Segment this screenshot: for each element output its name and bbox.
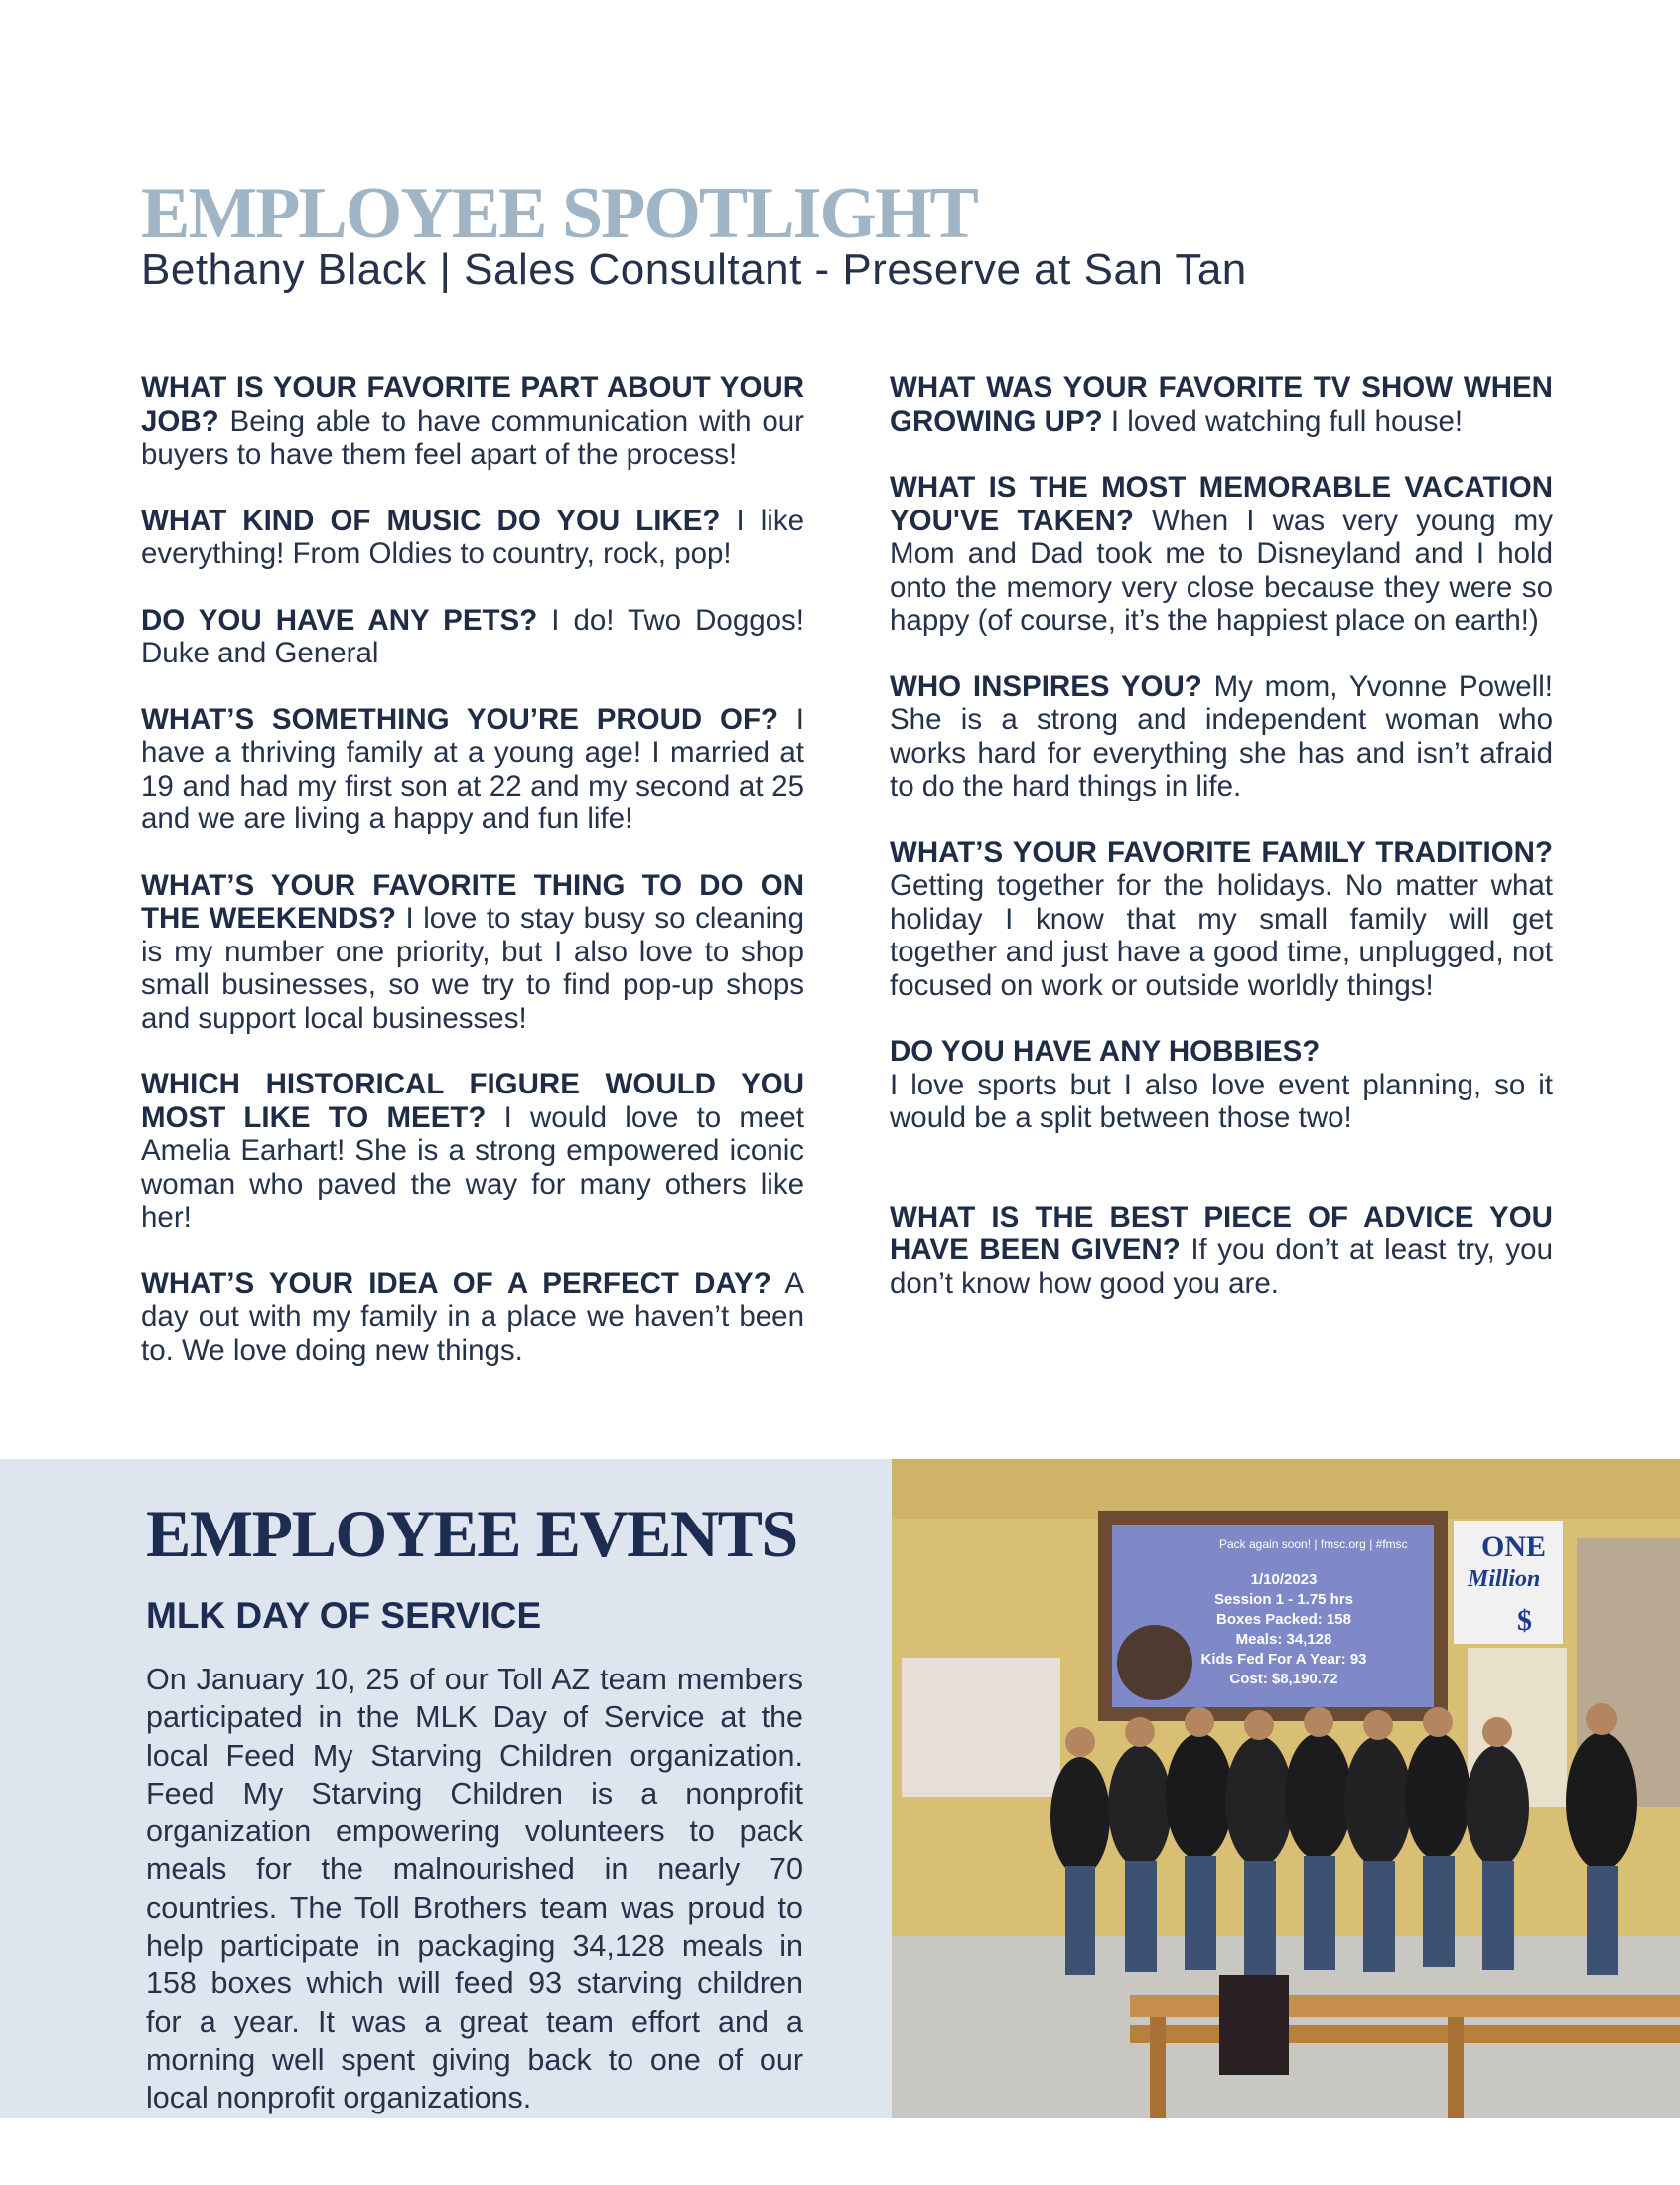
qa-question: WHAT KIND OF MUSIC DO YOU LIKE?: [141, 504, 721, 537]
sign-dollar: $: [1517, 1604, 1532, 1637]
qa-question: WHAT WAS YOUR FAVORITE TV SHOW WHEN GROWING UP?: [890, 371, 1553, 438]
events-title: EMPLOYEE EVENTS: [146, 1496, 797, 1571]
qa-item: [141, 703, 804, 836]
qa-question: DO YOU HAVE ANY PETS?: [141, 603, 538, 637]
team-photo: [892, 1459, 1680, 2118]
qa-answer: A day out with my family in a place we haven’t been to. We love doing new things.: [141, 1266, 805, 1367]
qa-question: WHAT IS YOUR FAVORITE PART ABOUT YOUR JOB?: [141, 371, 804, 438]
qa-item: [141, 869, 804, 1036]
qa-answer: If you don’t at least try, you don’t know how good you are.: [890, 1234, 1553, 1300]
qa-answer: I do! Two Doggos! Duke and General: [141, 603, 804, 669]
qa-answer: I would love to meet Amelia Earhart! She is a strong empowered iconic woman who paved the way for many others like her!: [141, 1100, 804, 1234]
qa-question: WHAT’S YOUR FAVORITE FAMILY TRADITION?: [890, 835, 1553, 869]
events-subtitle: MLK DAY OF SERVICE: [146, 1595, 542, 1636]
qa-item: [141, 604, 804, 670]
qa-item: [141, 1267, 804, 1368]
screen-line: 1/10/2023: [1250, 1571, 1318, 1588]
qa-question: WHAT’S YOUR IDEA OF A PERFECT DAY?: [141, 1266, 771, 1300]
qa-question: WHO INSPIRES YOU?: [890, 669, 1202, 703]
qa-answer: I like everything! From Oldies to country, rock, pop!: [141, 504, 804, 570]
screen-line: Cost: $8,190.72: [1229, 1671, 1338, 1687]
qa-question: WHAT IS THE BEST PIECE OF ADVICE YOU HAVE BEEN GIVEN?: [890, 1200, 1553, 1266]
qa-answer: I loved watching full house!: [1110, 404, 1464, 438]
qa-item: [141, 1068, 804, 1235]
qa-item: [890, 471, 1553, 638]
qa-question: DO YOU HAVE ANY HOBBIES?: [890, 1035, 1321, 1068]
qa-question: WHICH HISTORICAL FIGURE WOULD YOU MOST LIKE TO MEET?: [141, 1068, 804, 1134]
qa-answer: I love to stay busy so cleaning is my number one priority, but I also love to shop small businesses, so we try to find pop-up shops and support local businesses!: [141, 902, 804, 1035]
spotlight-title: EMPLOYEE SPOTLIGHT: [141, 173, 977, 254]
qa-item: [890, 836, 1553, 1003]
screen-line: Boxes Packed: 158: [1216, 1611, 1351, 1628]
sign-million: Million: [1468, 1566, 1541, 1592]
qa-item: [890, 1035, 1553, 1135]
events-body: On January 10, 25 of our Toll AZ team members participated in the MLK Day of Service at the local Feed My Starving Children organization. Feed My Starving Children is a nonprofit organization empowering volunteers to pack meals for the malnourished in nearly 70 countries. The Toll Brothers team was proud to help participate in packaging 34,128 meals in 158 boxes which will feed 93 starving children for a year. It was a great team effort and a morning well spent giving back to one of our local nonprofit organizations.: [146, 1663, 803, 2115]
qa-answer: When I was very young my Mom and Dad took me to Disneyland and I hold onto the memory very close because they were so happy (of course, it’s the happiest place on earth!): [890, 504, 1553, 637]
qa-answer: Getting together for the holidays. No matter what holiday I know that my small family will get together and just have a good time, unplugged, not focused on work or outside worldly things!: [890, 869, 1553, 1002]
qa-item: [890, 371, 1553, 438]
qa-column-right: [890, 371, 1553, 1333]
qa-column-left: [141, 371, 804, 1399]
qa-question: WHAT’S YOUR FAVORITE THING TO DO ON THE WEEKENDS?: [141, 868, 804, 935]
sign-one: ONE: [1481, 1530, 1547, 1563]
qa-question: WHAT’S SOMETHING YOU’RE PROUD OF?: [141, 702, 779, 736]
qa-answer: I have a thriving family at a young age! I married at 19 and had my first son at 22 and my second at 25 and we are living a happy and fun life!: [141, 702, 804, 835]
qa-answer: Being able to have communication with our buyers to have them feel apart of the process!: [141, 404, 804, 471]
qa-question: WHAT IS THE MOST MEMORABLE VACATION YOU'VE TAKEN?: [890, 471, 1553, 537]
screen-line: Session 1 - 1.75 hrs: [1213, 1591, 1354, 1608]
qa-item: [890, 1201, 1553, 1301]
qa-answer: My mom, Yvonne Powell! She is a strong and independent woman who works hard for everything she has and isn’t afraid to do the hard things in life.: [890, 669, 1553, 802]
qa-item: [141, 371, 804, 472]
qa-item: [890, 670, 1553, 803]
screen-line: Meals: 34,128: [1235, 1631, 1332, 1648]
qa-item: [141, 505, 804, 571]
qa-answer: I love sports but I also love event planning, so it would be a split between those two!: [890, 1068, 1553, 1134]
spotlight-subtitle: Bethany Black | Sales Consultant - Preserve at San Tan: [141, 245, 1247, 294]
screen-line: Kids Fed For A Year: 93: [1200, 1651, 1367, 1668]
screen-header-text: Pack again soon! | fmsc.org | #fmsc: [1219, 1537, 1408, 1551]
